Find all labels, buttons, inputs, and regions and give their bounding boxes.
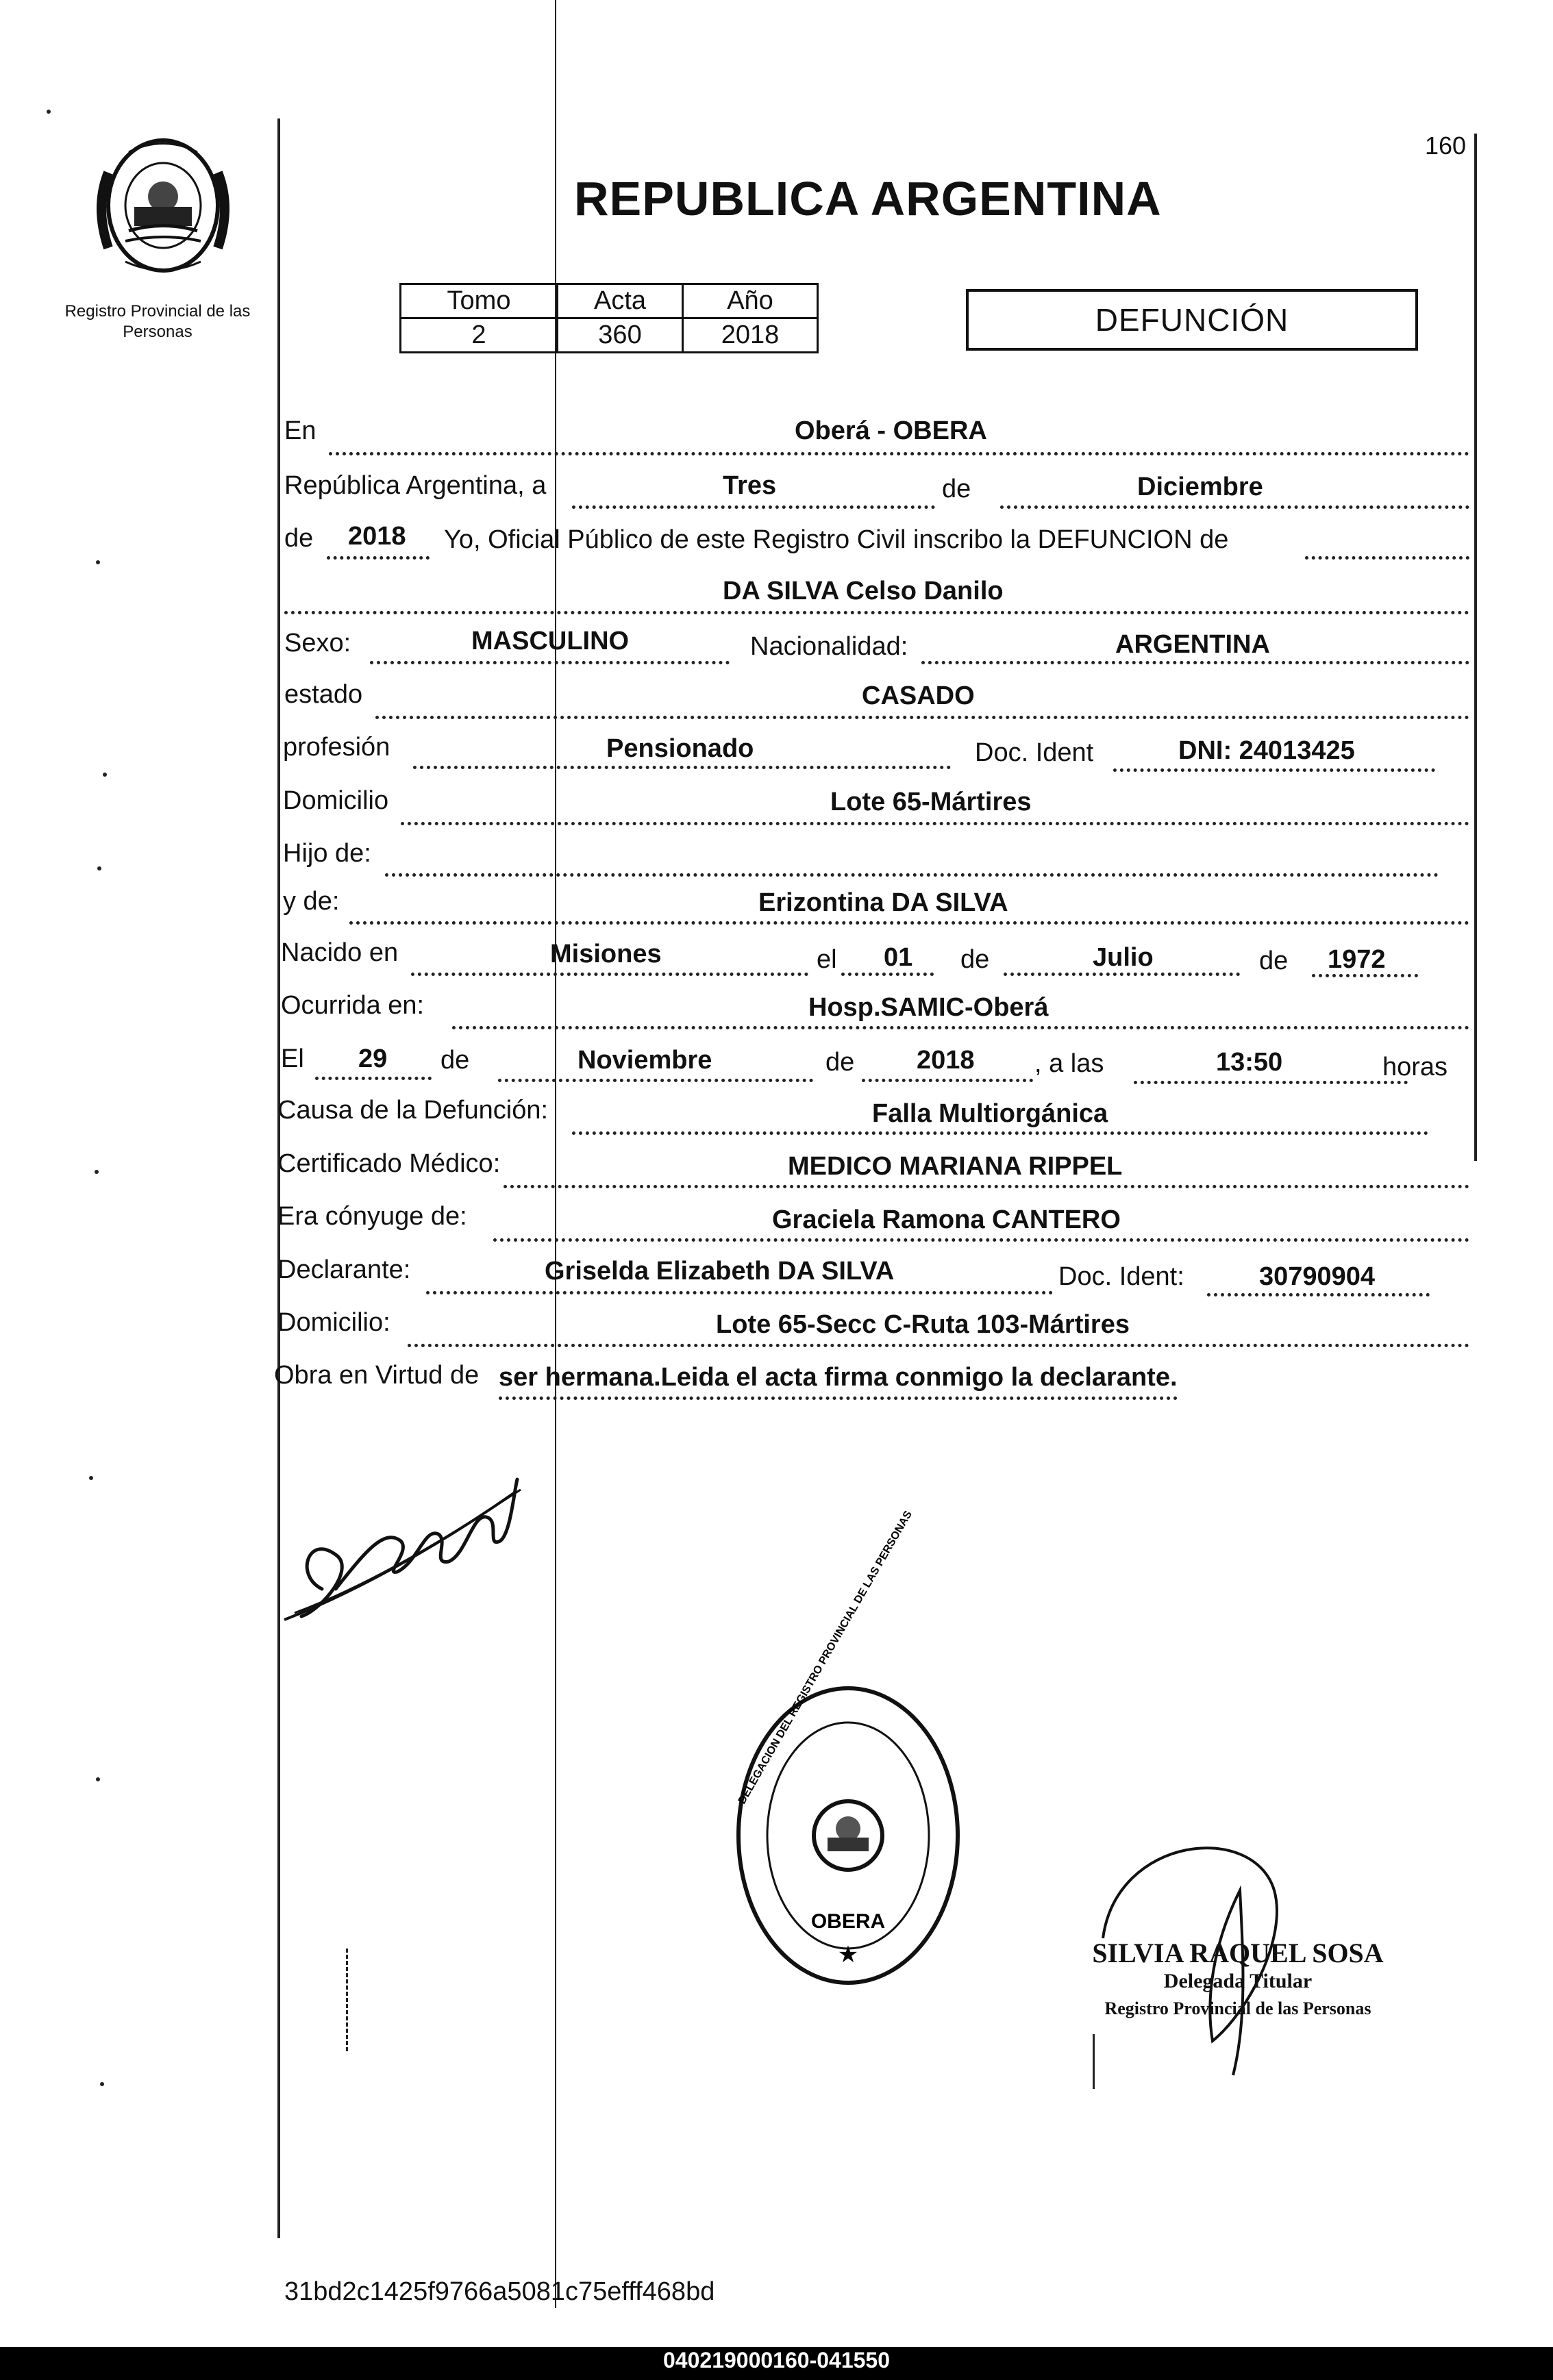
document-type: DEFUNCIÓN	[1095, 302, 1289, 338]
de-label: de	[825, 1048, 855, 1077]
de-label: de	[942, 475, 971, 503]
dni-value: DNI: 24013425	[1178, 736, 1355, 765]
scan-speck	[97, 866, 101, 870]
causa-value: Falla Multiorgánica	[872, 1099, 1108, 1128]
document-hash: 31bd2c1425f9766a5081c75efff468bd	[284, 2277, 715, 2306]
dotted-line	[493, 1238, 1469, 1242]
tomo-value: 2	[401, 318, 558, 353]
month-value: Diciembre	[1137, 473, 1263, 501]
declarante-doc-value: 30790904	[1259, 1262, 1376, 1291]
death-time-value: 13:50	[1216, 1048, 1283, 1077]
de-label: de	[284, 524, 314, 553]
de-label: de	[1259, 947, 1289, 975]
declarante-label: Declarante:	[277, 1255, 411, 1284]
page-number: 160	[1425, 131, 1467, 160]
place-value: Oberá - OBERA	[795, 416, 987, 445]
official-org: Registro Provincial de las Personas	[1104, 1999, 1371, 2018]
death-year-value: 2018	[917, 1046, 975, 1075]
day-value: Tres	[723, 471, 777, 500]
declarante-value: Griselda Elizabeth DA SILVA	[545, 1257, 895, 1286]
dotted-line	[315, 1077, 432, 1080]
dotted-line	[572, 1131, 1428, 1135]
causa-label: Causa de la Defunción:	[277, 1096, 549, 1125]
de-label: de	[960, 945, 990, 974]
dotted-line	[1207, 1293, 1430, 1297]
official-name: SILVIA RAQUEL SOSA	[1092, 1938, 1384, 1968]
scan-speck	[47, 110, 51, 114]
profesion-value: Pensionado	[606, 734, 754, 763]
birth-year-value: 1972	[1328, 945, 1386, 974]
dotted-line	[862, 1079, 1033, 1082]
dotted-line	[413, 766, 951, 769]
registry-stamp	[732, 1509, 965, 1990]
mother-value: Erizontina DA SILVA	[758, 888, 1008, 917]
year-value: 2018	[348, 522, 406, 551]
dotted-line	[504, 1185, 1469, 1188]
dotted-line	[329, 452, 1469, 455]
scan-speck	[89, 1476, 93, 1480]
ocurrida-label: Ocurrida en:	[281, 991, 425, 1020]
declarant-signature	[281, 1452, 527, 1630]
y-de-label: y de:	[283, 887, 340, 916]
horas-label: horas	[1382, 1053, 1448, 1081]
dotted-line	[375, 716, 1469, 719]
sexo-label: Sexo:	[284, 629, 351, 657]
el-label: el	[817, 945, 837, 974]
scan-speck	[103, 773, 107, 777]
en-label: En	[284, 416, 316, 445]
scan-speck	[96, 1777, 100, 1781]
nacionalidad-value: ARGENTINA	[1115, 630, 1270, 659]
conyuge-value: Graciela Ramona CANTERO	[772, 1205, 1121, 1234]
estado-label: estado	[284, 680, 363, 709]
dotted-line	[401, 822, 1469, 825]
profesion-label: profesión	[283, 733, 390, 762]
domicilio-value: Lote 65-Mártires	[830, 788, 1032, 816]
scan-speck	[100, 2082, 104, 2086]
dotted-line	[411, 973, 808, 976]
registry-label: Registro Provincial de las Personas	[64, 302, 251, 341]
document-type-box	[966, 289, 1418, 351]
dotted-line	[408, 1344, 1469, 1347]
dotted-line	[426, 1291, 1053, 1294]
official-role: Delegada Titular	[1163, 1970, 1313, 1992]
dotted-line	[921, 661, 1469, 664]
obra-value: ser hermana.Leida el acta firma conmigo la declarante.	[499, 1363, 1178, 1400]
republica-label: República Argentina, a	[284, 471, 547, 500]
obra-label: Obra en Virtud de	[274, 1361, 480, 1390]
a-las-label: , a las	[1034, 1049, 1104, 1078]
doc-ident-label: Doc. Ident	[975, 738, 1094, 767]
record-table	[399, 283, 819, 353]
dotted-line	[327, 556, 430, 560]
death-month-value: Noviembre	[577, 1046, 712, 1075]
anio-header: Año	[683, 284, 818, 318]
anio-value: 2018	[683, 318, 818, 353]
acta-header: Acta	[558, 284, 683, 318]
dotted-line	[284, 611, 1469, 614]
domicilio-declarante-value: Lote 65-Secc C-Ruta 103-Mártires	[716, 1310, 1130, 1339]
deceased-name: DA SILVA Celso Danilo	[723, 577, 1004, 605]
dotted-line	[349, 921, 1469, 925]
estado-value: CASADO	[862, 681, 975, 710]
dotted-line	[1305, 556, 1469, 560]
certificado-label: Certificado Médico:	[277, 1149, 501, 1178]
dotted-line	[1134, 1081, 1408, 1084]
registration-statement: Yo, Oficial Público de este Registro Civil inscribo la DEFUNCION de	[444, 525, 1229, 554]
dotted-line	[452, 1026, 1469, 1029]
conyuge-label: Era cónyuge de:	[277, 1202, 467, 1231]
birthplace-value: Misiones	[550, 940, 662, 968]
birth-day-value: 01	[884, 943, 913, 972]
domicilio-label: Domicilio:	[277, 1308, 390, 1337]
el-label: El	[281, 1044, 304, 1073]
nacido-label: Nacido en	[281, 938, 399, 967]
dotted-line	[1113, 768, 1435, 772]
provincial-seal-logo	[88, 131, 238, 289]
nacionalidad-label: Nacionalidad:	[750, 632, 908, 661]
tomo-header: Tomo	[401, 284, 558, 318]
doc-ident-label: Doc. Ident:	[1058, 1262, 1184, 1291]
birth-month-value: Julio	[1093, 943, 1154, 972]
scan-speck	[95, 1170, 99, 1174]
dotted-line	[572, 505, 935, 509]
acta-value: 360	[558, 318, 683, 353]
de-label: de	[440, 1046, 470, 1075]
stamp-star-icon: ★	[837, 1942, 859, 1968]
page-title: REPUBLICA ARGENTINA	[574, 172, 1162, 225]
margin-mark	[1093, 2034, 1097, 2089]
death-day-value: 29	[358, 1044, 388, 1073]
margin-mark	[346, 1949, 350, 2051]
dotted-line	[498, 1079, 813, 1082]
hijo-label: Hijo de:	[283, 839, 371, 868]
ocurrida-value: Hosp.SAMIC-Oberá	[808, 993, 1049, 1022]
dotted-line	[1000, 505, 1469, 509]
dotted-line	[370, 661, 730, 664]
scan-speck	[96, 560, 100, 564]
right-margin-rule	[1474, 134, 1477, 1161]
dotted-line	[841, 973, 934, 976]
domicilio-label: Domicilio	[283, 786, 389, 815]
dotted-line	[385, 873, 1439, 877]
footer-code: 040219000160-041550	[663, 2348, 890, 2372]
stamp-arc-text: DELEGACION DEL REGISTRO PROVINCIAL DE LAS PERSONAS	[736, 1509, 915, 1806]
certificado-value: MEDICO MARIANA RIPPEL	[788, 1152, 1123, 1181]
sexo-value: MASCULINO	[471, 627, 630, 655]
stamp-city: OBERA	[810, 1910, 886, 1933]
dotted-line	[1004, 973, 1240, 976]
